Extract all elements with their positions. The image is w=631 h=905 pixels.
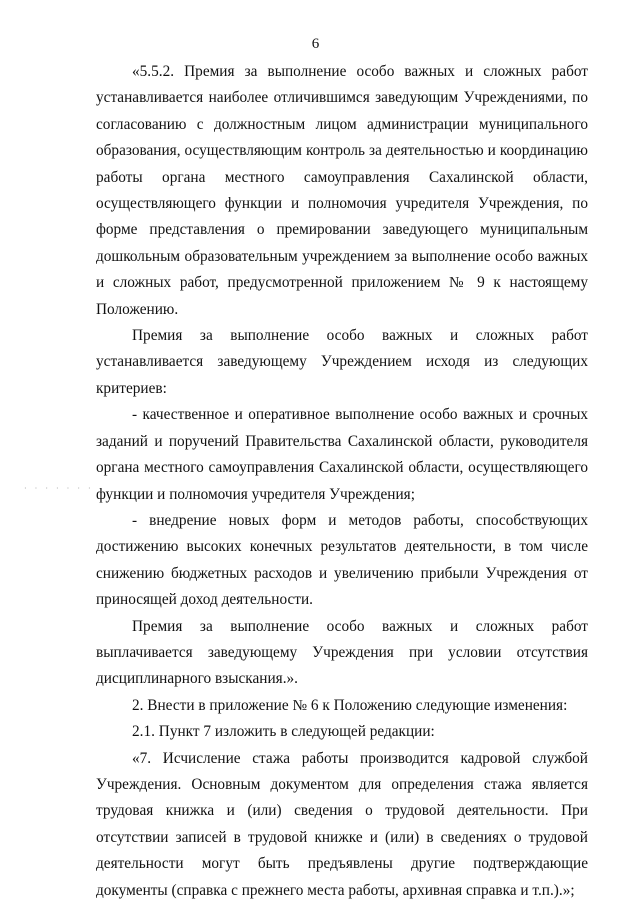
paragraph-item-2-1: 2.1. Пункт 7 изложить в следующей редакции: <box>132 723 435 741</box>
paragraph-payment-condition: Премия за выполнение особо важных и сложных работ выплачивается заведующему Учреждения при условии отсутствия дисциплинарного взыскания.». <box>96 617 588 688</box>
scan-specks-decoration: · · · · · · · <box>24 484 94 493</box>
paragraph-criterion-2: - внедрение новых форм и методов работы, способствующих достижению высоких конечных результатов деятельности, в том числе снижению бюджетных расходов и увеличению прибыли Учреждения от приносящей доход деятельности. <box>96 511 588 609</box>
paragraph-criterion-1: - качественное и оперативное выполнение особо важных и срочных заданий и поручений Правительства Сахалинской области, руководителя органа местного самоуправления Сахалинской области, осуществляющего функции и полномочия учредителя Учреждения; <box>96 406 588 503</box>
paragraph-premium-5-5-2: «5.5.2. Премия за выполнение особо важных и сложных работ устанавливается наиболее отличившимся заведующим Учреждениями, по согласованию с должностным лицом администрации муниципального образования, осуществляющим контроль за деятельностью и координацию работы органа местного самоуправления Сахалинской области, осуществляющего функции и полномочия учредителя Учреждения, по форме представления о премировании заведующего муниципальным дошкольным образовательным учреждением за выполнение особо важных и сложных работ, предусмотренной приложением № 9 к настоящему Положению. <box>96 63 588 318</box>
page-number: 6 <box>311 36 320 52</box>
paragraph-item-7: «7. Исчисление стажа работы производится кадровой службой Учреждения. Основным документом для определения стажа является трудовая книжка и (или) сведения о трудовой деятельности. При отсутствии записей в трудовой книжке и (или) в сведениях о трудовой деятельности могут быть предъявлены другие подтверждающие документы (справка с прежнего места работы, архивная справка и т.п.).»; <box>96 749 588 899</box>
paragraph-item-2: 2. Внести в приложение № 6 к Положению следующие изменения: <box>132 696 568 714</box>
paragraph-criteria-intro: Премия за выполнение особо важных и сложных работ устанавливается заведующему Учреждением исходя из следующих критериев: <box>96 327 588 397</box>
document-body <box>96 59 588 904</box>
